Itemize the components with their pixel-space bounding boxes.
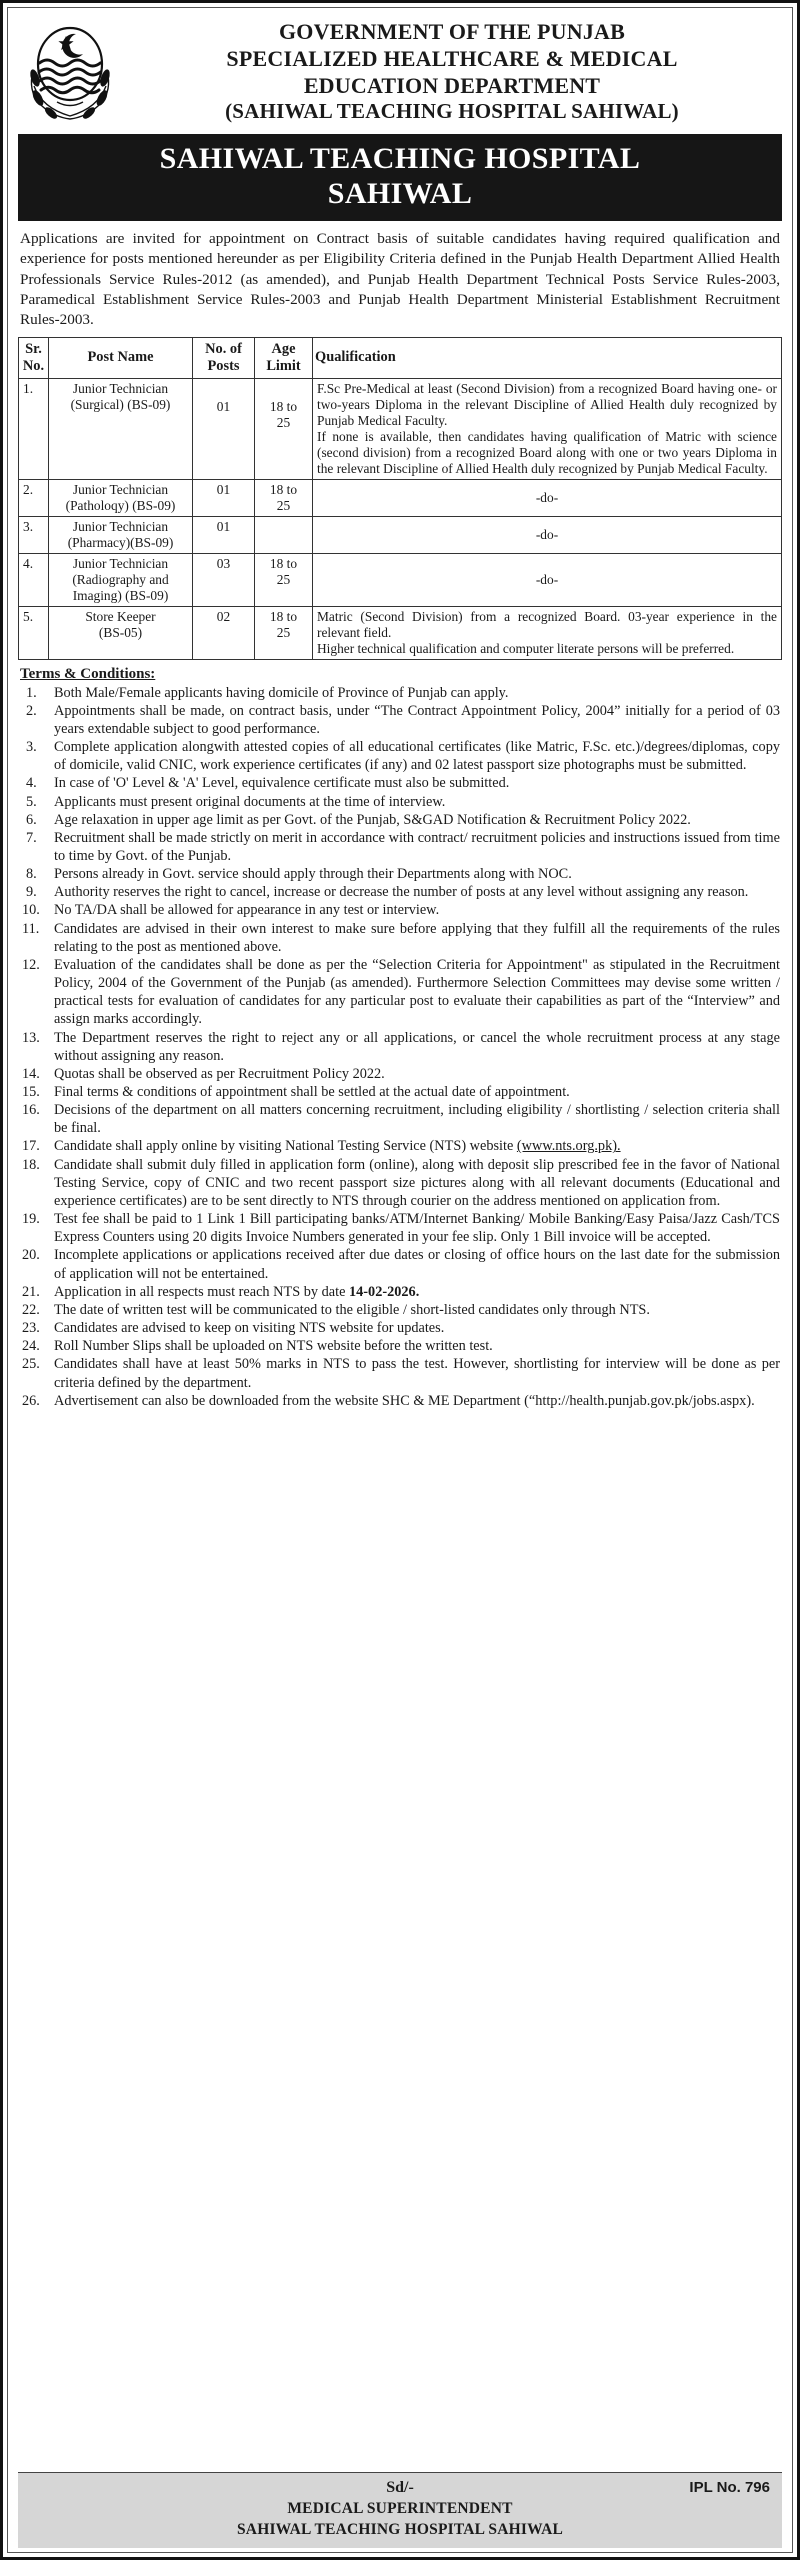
hospital-banner: [18, 134, 782, 221]
list-item: Complete application alongwith attested copies of all educational certificates (like Matric, F.Sc. etc.)/degrees/diplomas, copy of domicile, valid CNIC, work experience certificates (if any) and 02 latest passport size photographs must be submitted.: [54, 739, 780, 774]
document-header: [18, 14, 782, 132]
list-item: The date of written test will be communicated to the eligible / short-listed candidates only through NTS.: [54, 1301, 650, 1318]
table-header-row: [19, 337, 782, 378]
list-item: Authority reserves the right to cancel, increase or decrease the number of posts at any level without assigning any reason.: [54, 884, 749, 901]
column-header-post-name: Post Name: [49, 337, 193, 378]
table-row: [19, 378, 782, 479]
banner-line-1: SAHIWAL TEACHING HOSPITAL: [159, 142, 641, 175]
cell-qualification: [313, 606, 782, 659]
cell-qualification: [313, 378, 782, 479]
list-item: Persons already in Govt. service should apply through their Departments along with NOC.: [54, 866, 572, 883]
signature-footer: [18, 2472, 782, 2548]
term-17-text: Candidate shall apply online by visiting National Testing Service (NTS) website: [54, 1138, 517, 1155]
intro-paragraph: Applications are invited for appointment on Contract basis of suitable candidates having required qualification and experience for posts mentioned hereunder as per Eligibility Criteria defined in the Punjab Health Department Allied Health Professionals Service Rules-2012 (as amended), and Punjab Health Department Technical Posts Service Rules-2003, Paramedical Establishment Service Rules-2003 and Punjab Health Department Ministerial Establishment Recruitment Rules-2003.: [20, 229, 780, 329]
header-line-department-1: SPECIALIZED HEALTHCARE & MEDICAL: [226, 45, 678, 71]
list-item: Advertisement can also be downloaded from the website SHC & ME Department (“http://health.punjab.gov.pk/jobs.aspx).: [54, 1392, 755, 1409]
qualification-paragraph-1: Matric (Second Division) from a recognized Board. 03-year experience in the relevant field.: [317, 608, 777, 640]
cell-age-limit: 18 to 25: [255, 378, 313, 479]
header-line-department-2: EDUCATION DEPARTMENT: [303, 72, 601, 98]
qualification-paragraph-2: Higher technical qualification and computer literate persons will be preferred.: [317, 640, 735, 656]
cell-no-of-posts: 01: [193, 516, 255, 553]
cell-sr-no: 1.: [19, 378, 49, 479]
cell-post-name: Junior Technician (Radiography and Imaging) (BS-09): [49, 553, 193, 606]
application-deadline-date: 14-02-2026.: [349, 1283, 420, 1300]
cell-sr-no: 3.: [19, 516, 49, 553]
cell-post-name: Store Keeper (BS-05): [49, 606, 193, 659]
header-title-block: [122, 19, 782, 125]
table-row: [19, 479, 782, 516]
posts-table-head: [19, 337, 782, 378]
posts-table: [18, 337, 782, 660]
cell-age-limit: 18 to 25: [255, 553, 313, 606]
cell-age-limit: 18 to 25: [255, 606, 313, 659]
list-item: Quotas shall be observed as per Recruitment Policy 2022.: [54, 1065, 385, 1082]
list-item: Incomplete applications or applications received after due dates or closing of office hours on the last date for the submission of application will not be entertained.: [54, 1247, 780, 1282]
list-item: Candidates shall have at least 50% marks in NTS to pass the test. However, shortlisting for interview will be done as per criteria defined by the department.: [54, 1356, 780, 1391]
posts-table-body: [19, 378, 782, 659]
column-header-no-of-posts: No. of Posts: [193, 337, 255, 378]
cell-no-of-posts: 01: [193, 378, 255, 479]
cell-sr-no: 4.: [19, 553, 49, 606]
signatory-role: MEDICAL SUPERINTENDENT: [287, 2500, 513, 2518]
list-item: Candidates are advised to keep on visiting NTS website for updates.: [54, 1320, 445, 1337]
cell-post-name: Junior Technician (Pharmacy)(BS-09): [49, 516, 193, 553]
list-item: The Department reserves the right to reject any or all applications, or cancel the whole recruitment process at any stage without assigning any reason.: [54, 1029, 780, 1064]
signature-mark: Sd/-: [386, 2479, 414, 2497]
list-item: In case of 'O' Level & 'A' Level, equivalence certificate must also be submitted.: [54, 775, 510, 792]
terms-and-conditions-list: [20, 684, 780, 1410]
column-header-qualification: Qualification: [313, 337, 782, 378]
list-item: Age relaxation in upper age limit as per Govt. of the Punjab, S&GAD Notification & Recruitment Policy 2022.: [54, 811, 691, 828]
cell-post-name: Junior Technician (Surgical) (BS-09): [49, 378, 193, 479]
cell-no-of-posts: 02: [193, 606, 255, 659]
list-item: Candidates are advised in their own interest to make sure before applying that they fulfill all the requirements of the rules relating to the post as mentioned above.: [54, 920, 780, 955]
list-item: Candidate shall submit duly filled in application form (online), along with deposit slip prescribed fee in the favor of National Testing Service, copy of CNIC and two recent passport size pictures along with all relevant documents (Educational and experience certificates) are to be sent directly to NTS through courier on the address mentioned on application from.: [54, 1156, 780, 1209]
list-item: Applicants must present original documents at the time of interview.: [54, 793, 446, 810]
list-item: Evaluation of the candidates shall be done as per the “Selection Criteria for Appointment" as stipulated in the Recruitment Policy, 2004 of the Government of the Punjab (as amended). Furthermore Selection Committees may devise some written / practical tests for evaluation of candidates for any particular post to evaluate their capabilities as part of the “Interview” and assign marks accordingly.: [54, 956, 780, 1028]
cell-no-of-posts: 03: [193, 553, 255, 606]
table-row: [19, 553, 782, 606]
terms-and-conditions-title: Terms & Conditions:: [20, 665, 156, 682]
cell-post-name: Junior Technician (Patholoqy) (BS-09): [49, 479, 193, 516]
cell-sr-no: 5.: [19, 606, 49, 659]
cell-qualification: -do-: [313, 516, 782, 553]
signatory-organization: SAHIWAL TEACHING HOSPITAL SAHIWAL: [236, 2520, 564, 2538]
banner-line-2: SAHIWAL: [327, 177, 473, 211]
cell-qualification: -do-: [313, 479, 782, 516]
list-item: Final terms & conditions of appointment shall be settled at the actual date of appointment.: [54, 1084, 570, 1101]
header-line-government: GOVERNMENT OF THE PUNJAB: [278, 18, 626, 44]
qualification-paragraph-2: If none is available, then candidates having qualification of Matric with science (second division) from a recognized Board along with one or two years Diploma in the relevant Discipline of Allied Health duly recognized by Punjab Medical Faculty.: [317, 428, 777, 476]
cell-no-of-posts: 01: [193, 479, 255, 516]
list-item: Decisions of the department on all matters concerning recruitment, including eligibility / shortlisting / selection criteria shall be final.: [54, 1102, 780, 1137]
punjab-government-emblem-icon: [18, 16, 122, 128]
list-item-deadline: [20, 1283, 780, 1301]
qualification-paragraph-1: F.Sc Pre-Medical at least (Second Division) from a recognized Board having one- or two-years Diploma in the relevant Discipline of Allied Health duly recognized by Punjab Medical Faculty.: [317, 380, 777, 428]
list-item: Appointments shall be made, on contract basis, under “The Contract Appointment Policy, 2004” initially for a period of 03 years extendable subject to good performance.: [54, 702, 780, 737]
list-item: Both Male/Female applicants having domicile of Province of Punjab can apply.: [54, 684, 509, 701]
cell-sr-no: 2.: [19, 479, 49, 516]
ipl-number: IPL No. 796: [689, 2479, 770, 2497]
header-line-hospital: (SAHIWAL TEACHING HOSPITAL SAHIWAL): [225, 99, 679, 124]
list-item: Test fee shall be paid to 1 Link 1 Bill participating banks/ATM/Internet Banking/ Mobile Banking/Easy Paisa/Jazz Cash/TCS Express Counters using 20 digits Invoice Numbers generated in your fee slip. Only 1 Bill invoice will be accepted.: [54, 1211, 780, 1246]
table-row: [19, 606, 782, 659]
column-header-age-limit: Age Limit: [255, 337, 313, 378]
nts-website-link[interactable]: (www.nts.org.pk).: [516, 1138, 621, 1155]
term-21-text: Application in all respects must reach NTS by date: [54, 1283, 349, 1300]
list-item: Recruitment shall be made strictly on merit in accordance with contract/ recruitment policies and instructions issued from time to time by Govt. of the Punjab.: [54, 829, 780, 864]
list-item: Roll Number Slips shall be uploaded on NTS website before the written test.: [54, 1338, 493, 1355]
list-item: No TA/DA shall be allowed for appearance in any test or interview.: [54, 902, 440, 919]
cell-qualification: -do-: [313, 553, 782, 606]
advertisement-inner-border: [7, 7, 793, 2553]
list-item-nts-website: [20, 1137, 780, 1155]
cell-age-limit: [255, 516, 313, 553]
column-header-sr-no: Sr. No.: [19, 337, 49, 378]
table-row: [19, 516, 782, 553]
cell-age-limit: 18 to 25: [255, 479, 313, 516]
